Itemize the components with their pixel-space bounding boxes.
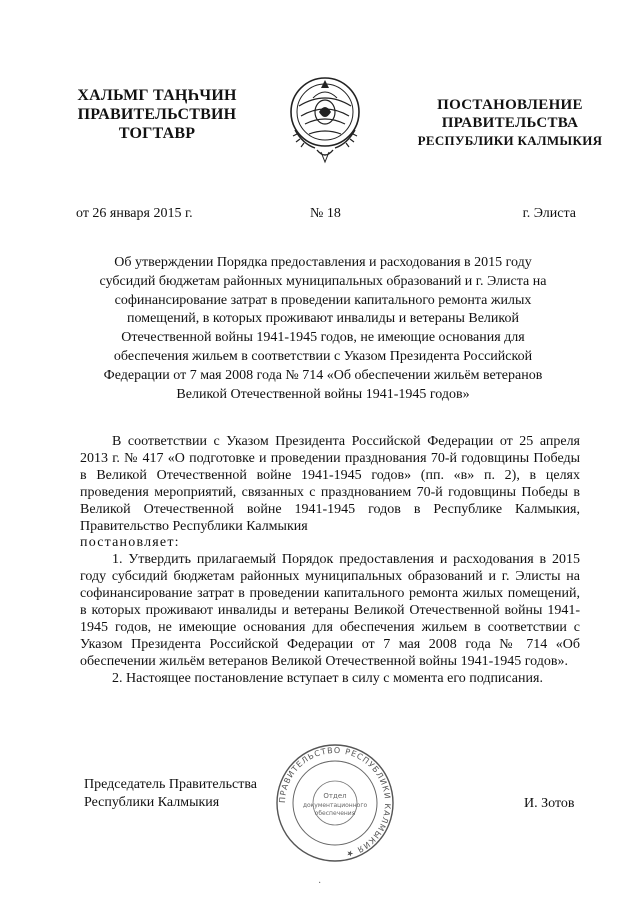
header-kalmyk-line-1: ХАЛЬМГ ТАҢҺЧИН [77, 87, 237, 104]
signatory-name: И. Зотов [524, 796, 575, 811]
header-kalmyk [62, 86, 252, 143]
svg-text:ПРАВИТЕЛЬСТВО РЕСПУБЛИКИ КАЛМЫ: ПРАВИТЕЛЬСТВО РЕСПУБЛИКИ КАЛМЫКИЯ ★ [277, 745, 393, 859]
coat-of-arms-emblem [283, 68, 367, 166]
header-kalmyk-line-2: ПРАВИТЕЛЬСТВИН [77, 106, 237, 123]
page-footer-mark: · [318, 878, 322, 889]
svg-text:Отдел: Отдел [323, 792, 347, 800]
header-kalmyk-line-3: ТОГТАВР [118, 125, 196, 142]
document-meta [76, 206, 576, 226]
signatory-position-line-1: Председатель Правительства [84, 777, 257, 792]
item-1-paragraph: 1. Утвердить прилагаемый Порядок предоставления и расходования в 2015 году субсидий бюджетам районных муниципальных образований и г. Элисты на софинансирование затрат в проведении капитального ремонта жилых помещений, в которых проживают инвалиды и ветераны Великой Отечественной войны 1941-1945 годов, не имеющие основания для обеспечения жильем в соответствии с Указом Президента Российской Федерации от 7 мая 2008 года № 714 «Об обеспечении жильём ветеранов Великой Отечественной войны 1941-1945 годов». [80, 552, 580, 669]
signatory-position [84, 776, 257, 812]
signatory-position-line-2: Республики Калмыкия [84, 795, 220, 810]
header-russian-line-1: ПОСТАНОВЛЕНИЕ [437, 97, 583, 113]
header-russian [410, 96, 610, 150]
official-seal-stamp [272, 740, 398, 866]
header-russian-line-2: ПРАВИТЕЛЬСТВА [441, 115, 579, 131]
document-date: от 26 января 2015 г. [76, 206, 193, 221]
document-city: г. Элиста [522, 206, 576, 221]
header-russian-line-3: РЕСПУБЛИКИ КАЛМЫКИЯ [417, 133, 603, 148]
document-title: Об утверждении Порядка предоставления и расходования в 2015 году субсидий бюджетам районных муниципальных образований и г. Элиста на софинансирование затрат в проведении капитального ремонта жилых помещений, в которых проживают инвалиды и ветераны Великой Отечественной войны 1941-1945 годов, не имеющие основания для обеспечения жильем в соответствии с Указом Президента Российской Федерации от 7 мая 2008 года № 714 «Об обеспечении жильём ветеранов Великой Отечественной войны 1941-1945 годов» [99, 255, 547, 402]
preamble-paragraph: В соответствии с Указом Президента Российской Федерации от 25 апреля 2013 г. № 417 «О подготовке и проведении празднования 70-й годовщины Победы в Великой Отечественной войне 1941-1945 годов» (пп. «в» п. 2), в целях проведения мероприятий, связанных с празднованием 70-й годовщины Победы в Великой Отечественной войне 1941-1945 годов в Республике Калмыкия, Правительство Республики Калмыкия [80, 434, 580, 534]
document-body [80, 434, 580, 688]
decree-word-line [80, 535, 580, 552]
document-number: № 18 [310, 206, 341, 221]
svg-text:обеспечения: обеспечения [314, 810, 356, 817]
item-2-paragraph: 2. Настоящее постановление вступает в силу с момента его подписания. [112, 670, 543, 686]
decree-word: постановляет: [80, 535, 180, 551]
svg-text:документационного: документационного [302, 802, 368, 809]
